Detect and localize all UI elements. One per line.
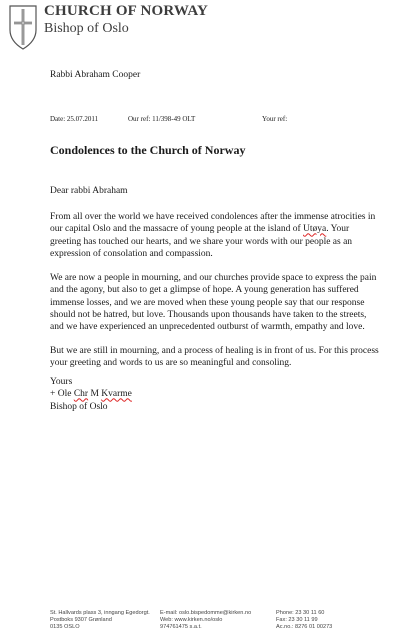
footer-contact bbox=[160, 610, 251, 632]
footer-email: E-mail: oslo.bispedomme@kirken.no bbox=[160, 610, 252, 616]
signature-prefix: + Ole bbox=[50, 389, 74, 400]
paragraph-1-start: From all over the world we have received condolences after the immense atrocities in our capital Oslo and the massacre of young people at the island of bbox=[50, 212, 376, 235]
church-of-norway-logo-icon bbox=[8, 4, 38, 50]
footer-phone-number: Phone: 23 30 11 60 bbox=[276, 610, 325, 616]
closing-title: Bishop of Oslo bbox=[50, 401, 108, 412]
utoya-word: Utøya bbox=[303, 224, 327, 235]
signature-mid: M bbox=[88, 389, 102, 400]
paragraph-1 bbox=[50, 211, 382, 260]
paragraph-1-end: . Your greeting has touched our hearts, and we share your words with our people as an expression of consolation and compassion. bbox=[50, 224, 353, 259]
footer-address bbox=[50, 610, 150, 632]
salutation: Dear rabbi Abraham bbox=[50, 186, 128, 196]
paragraph-3: But we are still in mourning, and a process of healing is in front of us. For this process your greeting and words to us are so meaningful and consoling. bbox=[50, 346, 379, 369]
organization-name: CHURCH OF NORWAY bbox=[44, 3, 209, 19]
footer-account-number: Ac.no.: 8276 01 00273 bbox=[276, 624, 333, 631]
closing-yours: Yours bbox=[50, 377, 73, 387]
footer-address-line: 0135 OSLO bbox=[50, 624, 80, 631]
closing-block bbox=[50, 376, 132, 413]
signature-chr: Chr bbox=[73, 389, 89, 400]
letter-title: Condolences to the Church of Norway bbox=[50, 143, 246, 157]
organization-subtitle: Bishop of Oslo bbox=[44, 21, 129, 36]
recipient-name: Rabbi Abraham Cooper bbox=[50, 70, 141, 80]
signature-kvarme: Kvarme bbox=[101, 389, 132, 400]
footer-fax-number: Fax: 23 30 11 99 bbox=[276, 617, 318, 624]
footer-org-number: 974761475 s.a.t. bbox=[160, 624, 202, 631]
letter-date: Date: 25.07.2011 bbox=[50, 115, 99, 123]
footer-web: Web: www.kirken.no/oslo bbox=[160, 617, 223, 624]
signature-line bbox=[50, 388, 132, 400]
footer-phone bbox=[276, 610, 332, 632]
our-reference: Our ref: 11/398-49 OLT bbox=[128, 115, 196, 123]
your-reference: Your ref: bbox=[262, 115, 288, 123]
footer-address-line: Postboks 9307 Grønland bbox=[50, 617, 112, 624]
paragraph-2: We are now a people in mourning, and our churches provide space to express the pain and the agony, but also to get a glimpse of hope. A young generation has suffered immense losses, and we are moved when these young people say that our response should not be hatred, but love. Thousands upon thousands have taken to the streets, and we have experienced an unprecedented outburst of warmth, empathy and love. bbox=[50, 273, 377, 333]
footer-address-line: St. Hallvards plass 3, inngang Egedorgt. bbox=[50, 610, 150, 616]
